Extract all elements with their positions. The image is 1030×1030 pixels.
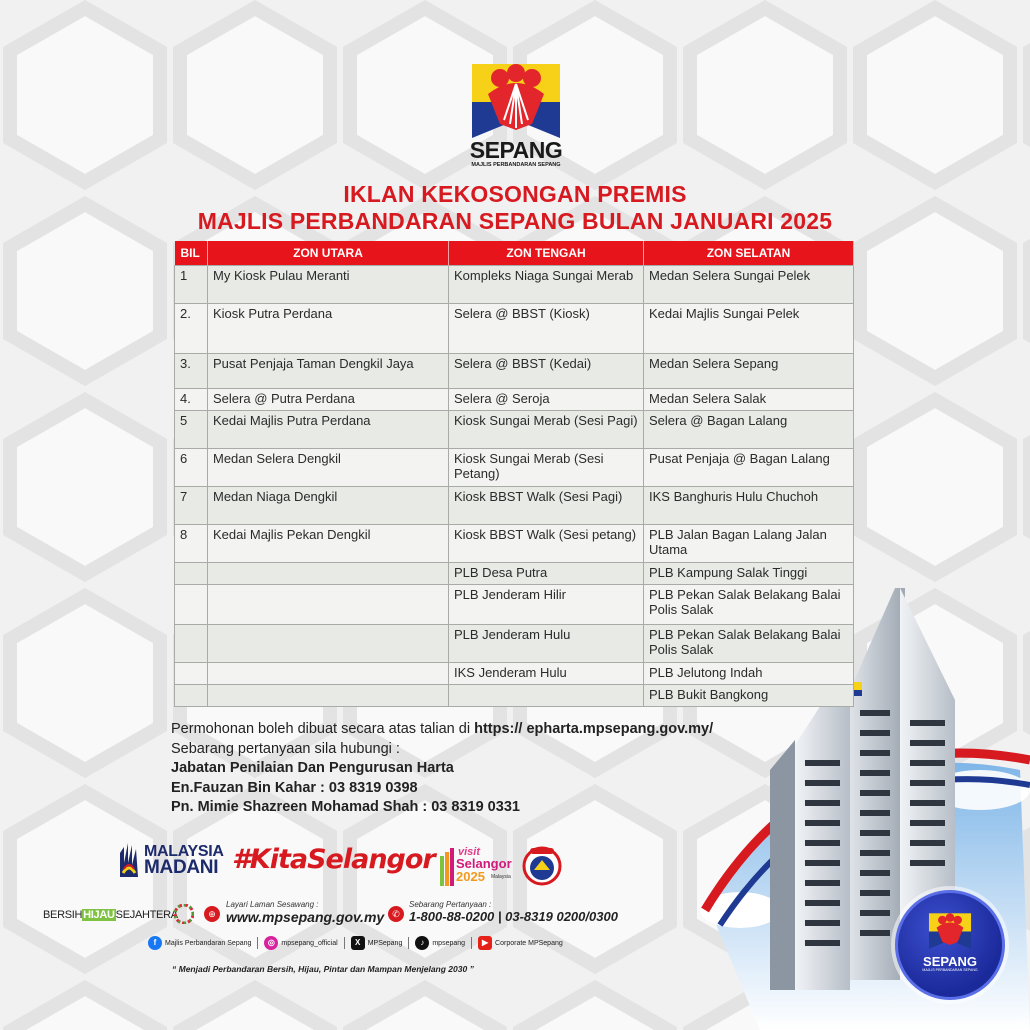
cell-selatan: PLB Jelutong Indah <box>644 662 854 684</box>
cell-selatan: PLB Pekan Salak Belakang Balai Polis Salak <box>644 624 854 662</box>
kita-selangor-logo: #KitaSelangor <box>232 844 435 875</box>
seal-subtitle: MAJLIS PERBANDARAN SEPANG <box>922 968 978 972</box>
visit-year-text: 2025 <box>456 869 485 884</box>
cell-bil: 6 <box>175 448 208 486</box>
website-info <box>226 900 384 925</box>
table-row <box>175 486 854 524</box>
cell-tengah: PLB Jenderam Hulu <box>449 624 644 662</box>
table-row <box>175 410 854 448</box>
vacancy-table <box>174 241 854 707</box>
visit-malaysia-text: Malaysia <box>491 874 511 880</box>
bersih-text: BERSIH <box>43 909 83 921</box>
logo-subtitle: MAJLIS PERBANDARAN SEPANG <box>471 162 561 168</box>
social-label: MPSepang <box>367 939 403 947</box>
cell-tengah: Kiosk BBST Walk (Sesi Pagi) <box>449 486 644 524</box>
table-row <box>175 562 854 584</box>
sejahtera-text: SEJAHTERA <box>115 909 178 921</box>
phone-numbers: 1-800-88-0200 | 03-8319 0200/0300 <box>409 909 618 924</box>
table-row <box>175 265 854 303</box>
cell-bil: 3. <box>175 353 208 388</box>
website-link[interactable]: www.mpsepang.gov.my <box>226 909 385 925</box>
youtube-icon: ▶ <box>478 936 492 950</box>
social-media-bar <box>148 936 569 950</box>
cell-utara: My Kiosk Pulau Meranti <box>208 265 449 303</box>
table-row <box>175 584 854 624</box>
cell-utara <box>208 584 449 624</box>
cell-selatan: PLB Jalan Bagan Lalang Jalan Utama <box>644 524 854 562</box>
madani-text-1: MALAYSIA <box>144 843 224 860</box>
bersih-hijau-sejahtera-logo <box>43 909 178 921</box>
motto: “ Menjadi Perbandaran Bersih, Hijau, Pintar dan Mampan Menjelang 2030 ” <box>172 964 474 974</box>
social-label: mpsepang <box>432 939 466 947</box>
cell-selatan: IKS Banghuris Hulu Chuchoh <box>644 486 854 524</box>
divider <box>408 937 409 949</box>
globe-icon: ⊕ <box>204 906 220 922</box>
social-label: mpsepang_official <box>281 939 338 947</box>
visit-text: visit <box>458 846 481 858</box>
cell-tengah: IKS Jenderam Hulu <box>449 662 644 684</box>
title-line-2: MAJLIS PERBANDARAN SEPANG BULAN JANUARI 2025 <box>197 208 833 234</box>
cell-selatan: PLB Kampung Salak Tinggi <box>644 562 854 584</box>
application-url-link[interactable]: https:// epharta.mpsepang.gov.my/ <box>474 721 714 737</box>
cell-selatan: Medan Selera Salak <box>644 388 854 410</box>
sdg-wheel-icon <box>174 904 194 924</box>
cell-tengah: Selera @ Seroja <box>449 388 644 410</box>
department-name: Jabatan Penilaian Dan Pengurusan Harta <box>171 760 454 776</box>
title-line-1: IKLAN KEKOSONGAN PREMIS <box>343 181 687 207</box>
page-title <box>0 181 1030 235</box>
hijau-text: HIJAU <box>83 909 115 921</box>
x-icon: X <box>351 936 365 950</box>
cell-bil: 4. <box>175 388 208 410</box>
table-row <box>175 303 854 353</box>
social-tiktok[interactable] <box>415 936 465 950</box>
social-youtube[interactable] <box>478 936 563 950</box>
cell-bil: 7 <box>175 486 208 524</box>
sepang-emblem-icon <box>928 913 972 949</box>
cell-utara: Medan Selera Dengkil <box>208 448 449 486</box>
cell-bil <box>175 584 208 624</box>
cell-utara <box>208 562 449 584</box>
cell-bil: 8 <box>175 524 208 562</box>
table-row <box>175 624 854 662</box>
social-instagram[interactable] <box>264 936 337 950</box>
cell-bil <box>175 684 208 706</box>
social-x[interactable] <box>351 936 403 950</box>
cell-utara: Kedai Majlis Pekan Dengkil <box>208 524 449 562</box>
application-line <box>171 720 713 740</box>
cell-tengah: PLB Jenderam Hilir <box>449 584 644 624</box>
logo-name: SEPANG <box>469 137 563 163</box>
cell-bil: 1 <box>175 265 208 303</box>
cell-utara: Kiosk Putra Perdana <box>208 303 449 353</box>
contact-person-2: Pn. Mimie Shazreen Mohamad Shah : 03 8319 0331 <box>171 799 520 815</box>
social-facebook[interactable] <box>148 936 251 950</box>
cell-selatan: PLB Bukit Bangkong <box>644 684 854 706</box>
instagram-icon: ◎ <box>264 936 278 950</box>
table-row <box>175 388 854 410</box>
cell-selatan: Pusat Penjaja @ Bagan Lalang <box>644 448 854 486</box>
table-row <box>175 662 854 684</box>
cell-selatan: PLB Pekan Salak Belakang Balai Polis Salak <box>644 584 854 624</box>
cell-utara: Medan Niaga Dengkil <box>208 486 449 524</box>
cell-tengah: Kiosk Sungai Merab (Sesi Petang) <box>449 448 644 486</box>
cell-tengah: PLB Desa Putra <box>449 562 644 584</box>
facebook-icon: f <box>148 936 162 950</box>
table-row <box>175 684 854 706</box>
cell-selatan: Medan Selera Sepang <box>644 353 854 388</box>
header-zon-tengah: ZON TENGAH <box>449 241 644 265</box>
sepang-emblem-icon <box>470 64 562 138</box>
cell-selatan: Medan Selera Sungai Pelek <box>644 265 854 303</box>
cell-bil <box>175 562 208 584</box>
cell-tengah: Selera @ BBST (Kiosk) <box>449 303 644 353</box>
phone-info <box>409 900 618 924</box>
inquiry-line: Sebarang pertanyaan sila hubungi : <box>171 740 400 757</box>
madani-text-2: MADANI <box>144 857 219 878</box>
cell-utara <box>208 624 449 662</box>
visit-selangor-logo <box>438 846 518 888</box>
contact-person-1: En.Fauzan Bin Kahar : 03 8319 0398 <box>171 779 418 796</box>
visit-selangor-text: Selangor <box>456 856 512 871</box>
divider <box>344 937 345 949</box>
cell-utara <box>208 684 449 706</box>
madani-hand-icon <box>118 843 140 877</box>
header-zon-utara: ZON UTARA <box>208 241 449 265</box>
cell-tengah: Selera @ BBST (Kedai) <box>449 353 644 388</box>
sepang-logo <box>469 64 563 172</box>
divider <box>471 937 472 949</box>
table-row <box>175 448 854 486</box>
contact-info <box>171 720 713 818</box>
cell-selatan: Selera @ Bagan Lalang <box>644 410 854 448</box>
table-header-row <box>175 241 854 265</box>
cell-bil: 2. <box>175 303 208 353</box>
header-bil: BIL <box>175 241 208 265</box>
social-label: Majlis Perbandaran Sepang <box>165 939 252 947</box>
seal-name: SEPANG <box>923 954 977 969</box>
social-label: Corporate MPSepang <box>495 939 563 947</box>
table-row <box>175 524 854 562</box>
cell-tengah: Kiosk Sungai Merab (Sesi Pagi) <box>449 410 644 448</box>
visit-selangor-icon <box>438 848 456 888</box>
table-row <box>175 353 854 388</box>
cell-utara: Selera @ Putra Perdana <box>208 388 449 410</box>
cell-bil <box>175 624 208 662</box>
tiktok-icon: ♪ <box>415 936 429 950</box>
phone-label: Sebarang Pertanyaan : <box>409 900 492 909</box>
cell-bil: 5 <box>175 410 208 448</box>
sepang-seal <box>895 890 1005 1000</box>
cell-selatan: Kedai Majlis Sungai Pelek <box>644 303 854 353</box>
cell-bil <box>175 662 208 684</box>
cell-utara <box>208 662 449 684</box>
cell-tengah: Kompleks Niaga Sungai Merab <box>449 265 644 303</box>
phone-icon: ✆ <box>388 906 404 922</box>
cell-tengah: Kiosk BBST Walk (Sesi petang) <box>449 524 644 562</box>
divider <box>257 937 258 949</box>
cell-utara: Pusat Penjaja Taman Dengkil Jaya <box>208 353 449 388</box>
radio-badge-icon <box>522 846 562 886</box>
cell-utara: Kedai Majlis Putra Perdana <box>208 410 449 448</box>
header-zon-selatan: ZON SELATAN <box>644 241 854 265</box>
website-label: Layari Laman Sesawang : <box>226 900 319 909</box>
application-text: Permohonan boleh dibuat secara atas talian di <box>171 721 475 737</box>
cell-tengah <box>449 684 644 706</box>
malaysia-madani-logo <box>118 843 224 877</box>
